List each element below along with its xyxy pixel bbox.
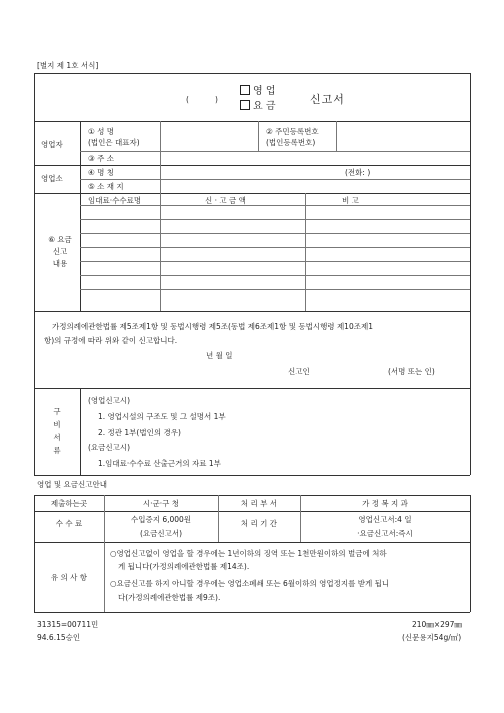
name-input[interactable] [162, 123, 256, 149]
label-resident-no-sub: (법인등록번호) [266, 138, 316, 147]
fee-header-remarks: 비 고 [342, 196, 359, 205]
section-operator: 영업자 [41, 140, 63, 149]
footer-approved: 94.6.15승인 [37, 633, 81, 642]
form-title: 신고서 [310, 93, 345, 106]
checkbox-icon [240, 85, 250, 95]
attachments-label: 구 비 서 류 [53, 407, 61, 455]
checkbox-business[interactable]: 영 업 [240, 85, 276, 97]
declaration-date: 년 월 일 [206, 351, 233, 360]
checkbox-icon [240, 100, 250, 110]
checkbox-fee[interactable]: 요 금 [240, 100, 276, 112]
guide-title: 영업 및 요금신고안내 [37, 480, 107, 489]
label-phone: (전화: ) [345, 168, 371, 177]
address-input[interactable] [162, 152, 468, 164]
section-office: 영업소 [41, 174, 63, 183]
label-location: ⑤ 소 재 지 [88, 182, 124, 191]
label-name-sub: (법인은 대표자) [88, 138, 140, 147]
location-input[interactable] [162, 180, 468, 192]
declaration-reporter: 신고인 [288, 367, 310, 376]
fee-header-amount: 신 · 고 금 액 [205, 196, 246, 205]
fee-table-rows[interactable] [82, 207, 468, 309]
fee-header-name: 임대료·수수료명 [88, 196, 142, 205]
label-business-name: ④ 명 칭 [88, 168, 114, 177]
form-number: [별지 제 1호 서식] [37, 61, 99, 70]
footer-paper: (신문용지54g/㎡) [402, 633, 462, 642]
footer-code: 31315=00711민 [37, 620, 99, 629]
label-address: ③ 주 소 [88, 154, 114, 163]
section-fee-report: ⑥ 요금 신고 내용 [48, 235, 72, 268]
resident-no-input[interactable] [338, 123, 468, 149]
footer-size: 210㎜×297㎜ [412, 620, 462, 629]
business-name-input[interactable] [162, 166, 342, 178]
declaration-signature: (서명 또는 인) [388, 367, 435, 376]
label-resident-no: ② 주민등록번호 [266, 127, 319, 136]
label-name: ① 성 명 [88, 127, 114, 136]
